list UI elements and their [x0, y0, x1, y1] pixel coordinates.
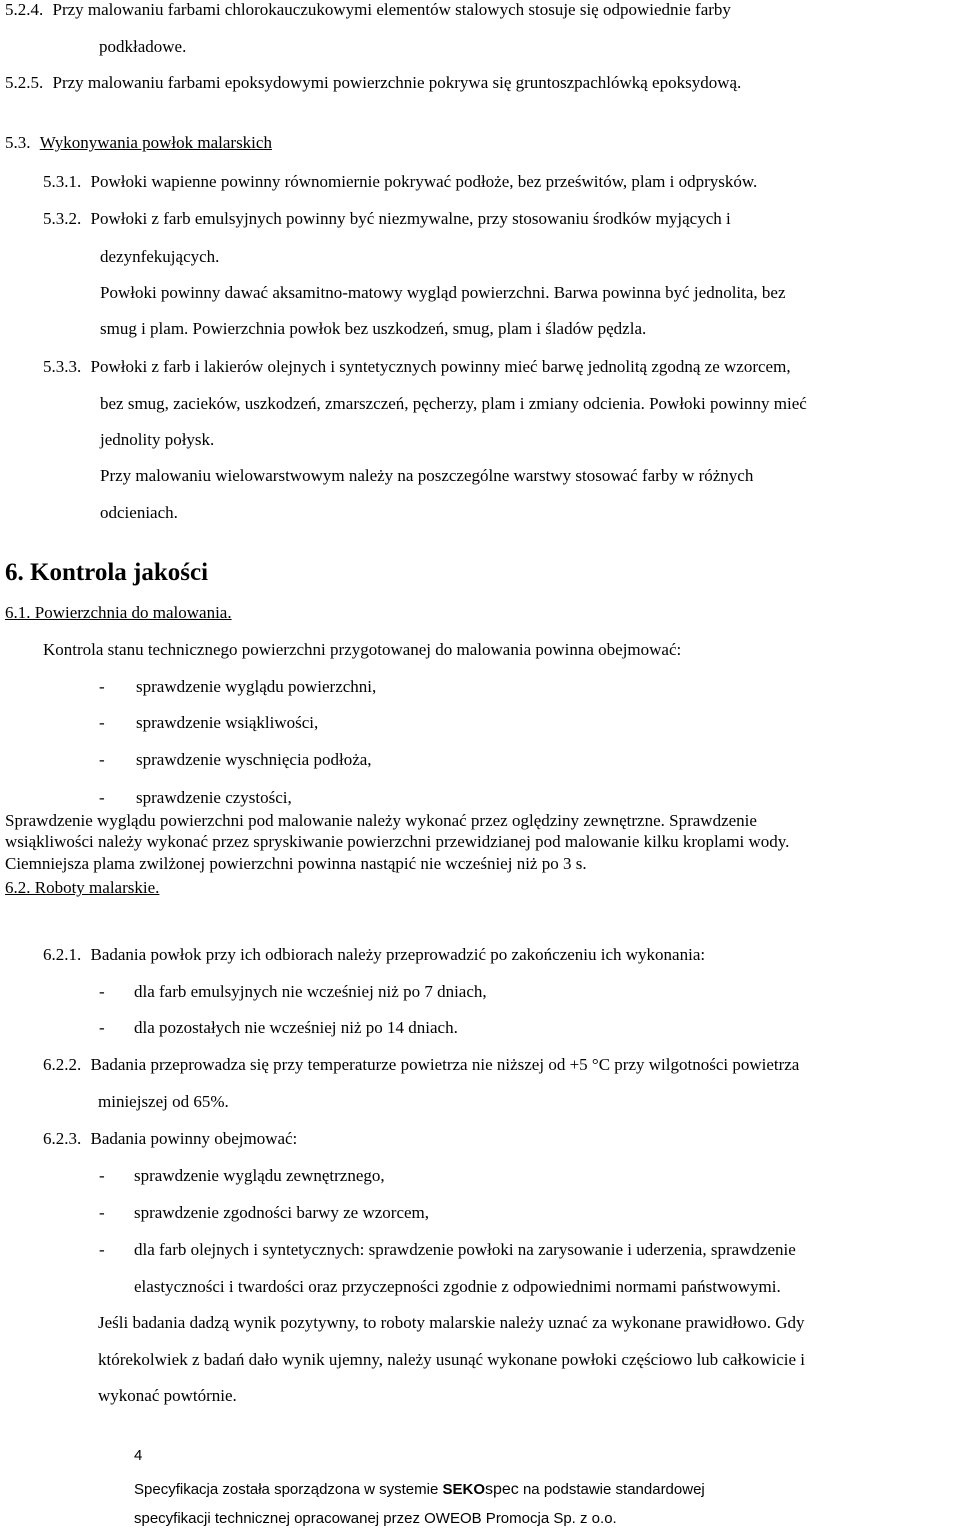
section-text: Badania powłok przy ich odbiorach należy przeprowadzić po zakończeniu ich wykonania:	[90, 945, 706, 964]
list-item-text: dla farb emulsyjnych nie wcześniej niż po 7 dniach,	[134, 982, 487, 1001]
list-item-6-2-3-1	[99, 1166, 385, 1186]
section-5-3-2-line-1	[43, 209, 731, 229]
list-dash: -	[99, 982, 105, 1001]
list-dash: -	[99, 750, 105, 769]
footer-brand-seko: SEKO	[442, 1481, 485, 1498]
section-6-1-intro: Kontrola stanu technicznego powierzchni przygotowanej do malowania powinna obejmować:	[43, 640, 682, 659]
section-6-2-1	[43, 945, 705, 965]
section-text: Badania powinny obejmować:	[90, 1129, 298, 1148]
list-item-text: dla pozostałych nie wcześniej niż po 14 dniach.	[134, 1018, 458, 1037]
page-number: 4	[134, 1447, 143, 1464]
section-5-3-3-line-3: jednolity połysk.	[100, 430, 215, 449]
section-6-2-2-line-1	[43, 1055, 799, 1075]
final-paragraph-line-2: którekolwiek z badań dało wynik ujemny, należy usunąć wykonane powłoki częściowo lub całkowicie i	[98, 1350, 806, 1369]
section-text: Przy malowaniu farbami epoksydowymi powierzchnie pokrywa się gruntoszpachlówką epoksydową.	[52, 73, 742, 92]
section-number: 5.3.2.	[43, 209, 82, 228]
section-5-2-4-line-1	[5, 0, 731, 20]
final-paragraph-line-1: Jeśli badania dadzą wynik pozytywny, to roboty malarskie należy uznać za wykonane prawidłowo. Gdy	[98, 1313, 805, 1332]
footer-text: na podstawie standardowej	[518, 1481, 705, 1498]
section-number: 5.3.	[5, 133, 31, 152]
section-5-3-3-line-5: odcieniach.	[100, 503, 178, 522]
section-number: 6.2.3.	[43, 1129, 82, 1148]
list-item-6-2-3-3	[99, 1240, 796, 1260]
list-item-text: sprawdzenie wyschnięcia podłoża,	[136, 750, 372, 769]
section-5-3-3-line-1	[43, 357, 791, 377]
section-5-3-3-line-4: Przy malowaniu wielowarstwowym należy na poszczególne warstwy stosować farby w różnych	[100, 466, 754, 485]
final-paragraph-line-3: wykonać powtórnie.	[98, 1386, 237, 1405]
footer-text: Specyfikacja została sporządzona w systemie	[134, 1481, 443, 1498]
list-item-text: sprawdzenie wsiąkliwości,	[136, 713, 319, 732]
section-6-2-2-line-2: miniejszej od 65%.	[98, 1092, 229, 1111]
footer-line-1	[134, 1480, 705, 1500]
list-dash: -	[99, 713, 105, 732]
section-5-3-2-line-4: smug i plam. Powierzchnia powłok bez uszkodzeń, smug, plam i śladów pędzla.	[100, 319, 647, 338]
section-text: Badania przeprowadza się przy temperaturze powietrza nie niższej od +5 °C przy wilgotności powietrza	[90, 1055, 800, 1074]
list-item-6-1-4	[99, 788, 292, 808]
section-number: 5.2.5.	[5, 73, 44, 92]
section-title: Wykonywania powłok malarskich	[39, 133, 272, 152]
section-number: 5.2.4.	[5, 0, 44, 19]
footer-line-2: specyfikacji technicznej opracowanej przez OWEOB Promocja Sp. z o.o.	[134, 1510, 617, 1527]
section-5-2-4-line-2: podkładowe.	[99, 37, 187, 56]
section-6-1-paragraph-line-2: wsiąkliwości należy wykonać przez spryskiwanie powierzchni przewidzianej pod malowanie kilku kroplami wody.	[5, 832, 790, 851]
section-number: 6.2.1.	[43, 945, 82, 964]
list-dash: -	[99, 1018, 105, 1037]
list-item-6-2-1-2	[99, 1018, 458, 1038]
section-6-1-heading: 6.1. Powierzchnia do malowania.	[5, 603, 232, 622]
section-number: 5.3.1.	[43, 172, 82, 191]
section-number: 5.3.3.	[43, 357, 82, 376]
list-item-6-2-1-1	[99, 982, 487, 1002]
list-item-text: sprawdzenie zgodności barwy ze wzorcem,	[134, 1203, 430, 1222]
section-5-3-2-line-2: dezynfekujących.	[100, 247, 220, 266]
section-text: Powłoki z farb emulsyjnych powinny być niezmywalne, przy stosowaniu środków myjących i	[90, 209, 731, 228]
section-6-2-3	[43, 1129, 297, 1149]
section-5-3-1	[43, 172, 757, 192]
list-item-6-2-3-2	[99, 1203, 430, 1223]
list-dash: -	[99, 1240, 105, 1259]
list-dash: -	[99, 788, 105, 807]
list-item-6-1-2	[99, 713, 319, 733]
list-item-text: dla farb olejnych i syntetycznych: sprawdzenie powłoki na zarysowanie i uderzenia, sprawdzenie	[134, 1240, 796, 1259]
section-5-2-5	[5, 73, 741, 93]
list-dash: -	[99, 1203, 105, 1222]
footer-brand-spec: spec	[485, 1481, 519, 1498]
section-text: Powłoki wapienne powinny równomiernie pokrywać podłoże, bez prześwitów, plam i odprysków.	[90, 172, 758, 191]
list-item-text: sprawdzenie wyglądu powierzchni,	[136, 677, 377, 696]
list-dash: -	[99, 677, 105, 696]
list-item-text: sprawdzenie czystości,	[136, 788, 292, 807]
list-item-6-1-3	[99, 750, 372, 770]
section-text: Powłoki z farb i lakierów olejnych i syntetycznych powinny mieć barwę jednolitą zgodną ze wzorcem,	[90, 357, 791, 376]
section-6-2-heading: 6.2. Roboty malarskie.	[5, 878, 160, 897]
section-text: Przy malowaniu farbami chlorokauczukowymi elementów stalowych stosuje się odpowiednie farby	[52, 0, 731, 19]
section-5-3-2-line-3: Powłoki powinny dawać aksamitno-matowy wygląd powierzchni. Barwa powinna być jednolita, bez	[100, 283, 786, 302]
section-number: 6.2.2.	[43, 1055, 82, 1074]
list-item-6-2-3-3-continued: elastyczności i twardości oraz przyczepności zgodnie z odpowiednimi normami państwowymi.	[134, 1277, 781, 1296]
section-5-3-heading	[5, 133, 272, 153]
list-dash: -	[99, 1166, 105, 1185]
section-6-1-paragraph-line-3: Ciemniejsza plama zwilżonej powierzchni powinna nastąpić nie wcześniej niż po 3 s.	[5, 854, 587, 873]
section-6-1-paragraph-line-1: Sprawdzenie wyglądu powierzchni pod malowanie należy wykonać przez oględziny zewnętrzne. Sprawdzenie	[5, 811, 757, 830]
list-item-text: sprawdzenie wyglądu zewnętrznego,	[134, 1166, 385, 1185]
list-item-6-1-1	[99, 677, 377, 697]
section-5-3-3-line-2: bez smug, zacieków, uszkodzeń, zmarszczeń, pęcherzy, plam i zmiany odcienia. Powłoki powinny mieć	[100, 394, 807, 413]
chapter-6-heading: 6. Kontrola jakości	[5, 559, 209, 586]
